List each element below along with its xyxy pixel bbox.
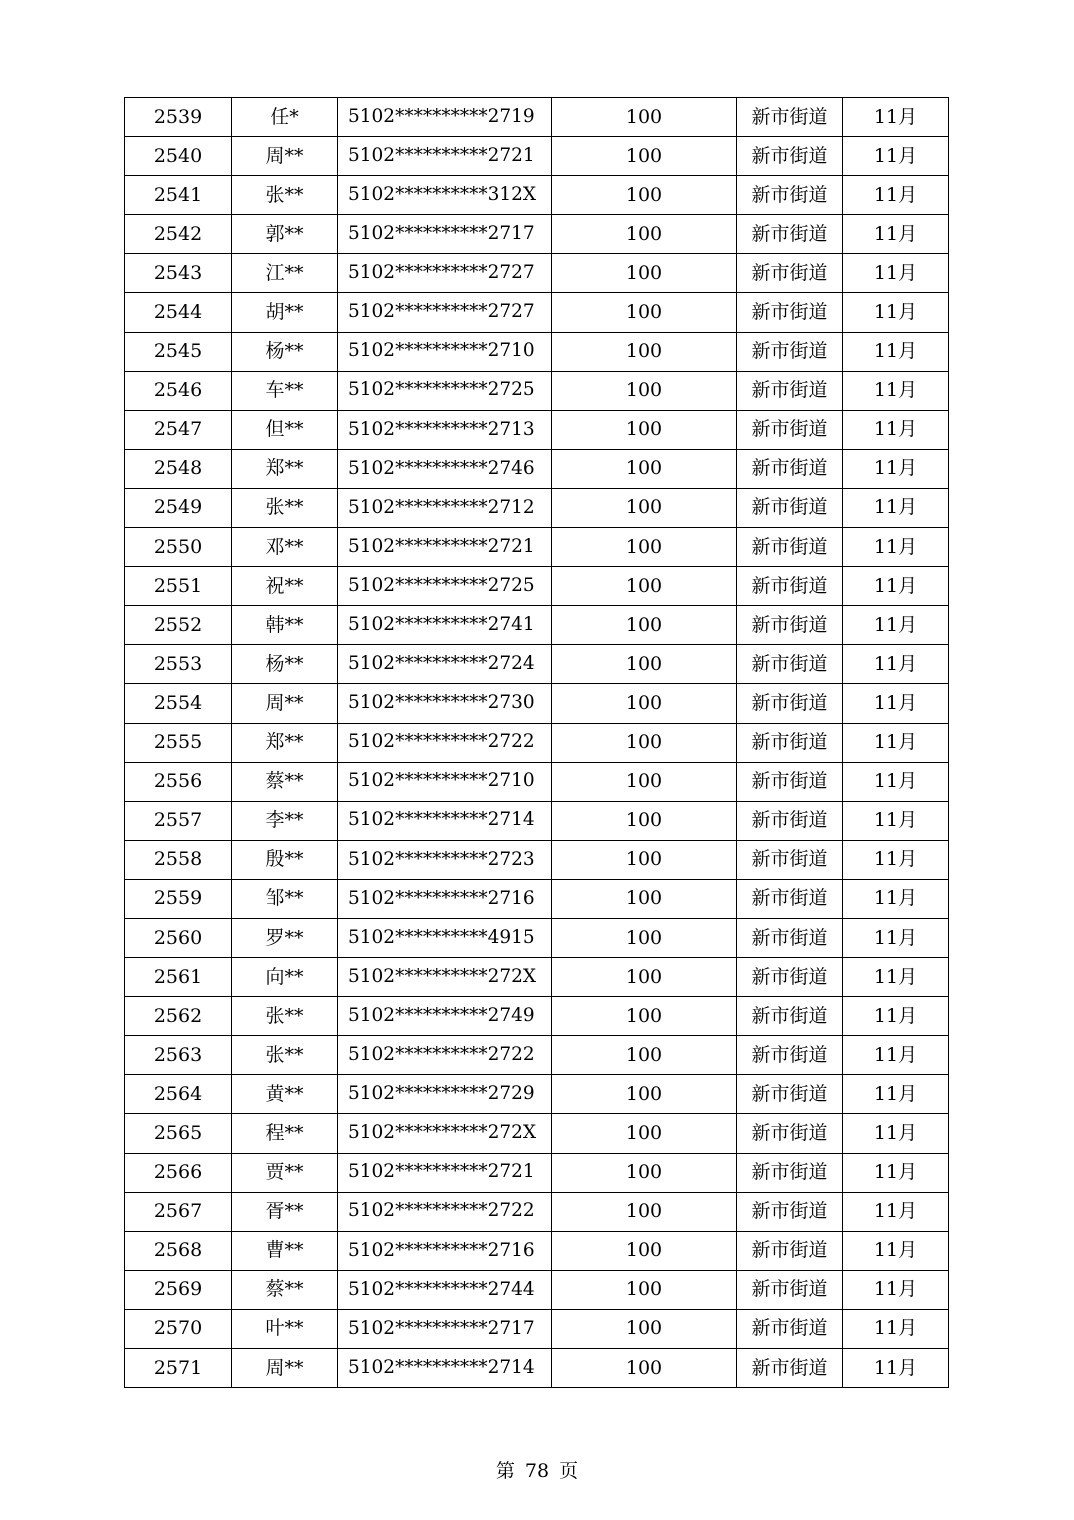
cell-name: 李** bbox=[232, 801, 338, 840]
cell-id-number: 5102**********2746 bbox=[338, 449, 552, 488]
cell-amount: 100 bbox=[552, 371, 737, 410]
table-row bbox=[125, 645, 949, 684]
table-row bbox=[125, 1075, 949, 1114]
cell-name: 周** bbox=[232, 684, 338, 723]
table-row bbox=[125, 332, 949, 371]
cell-month: 11月 bbox=[843, 567, 949, 606]
cell-serial-number: 2556 bbox=[125, 762, 232, 801]
cell-id-number: 5102**********272X bbox=[338, 1114, 552, 1153]
cell-street: 新市街道 bbox=[737, 215, 843, 254]
cell-id-number: 5102**********2719 bbox=[338, 98, 552, 137]
table-row bbox=[125, 606, 949, 645]
cell-amount: 100 bbox=[552, 215, 737, 254]
cell-name: 韩** bbox=[232, 606, 338, 645]
cell-amount: 100 bbox=[552, 645, 737, 684]
cell-amount: 100 bbox=[552, 449, 737, 488]
cell-serial-number: 2552 bbox=[125, 606, 232, 645]
cell-serial-number: 2566 bbox=[125, 1153, 232, 1192]
table-row bbox=[125, 1192, 949, 1231]
cell-street: 新市街道 bbox=[737, 723, 843, 762]
cell-serial-number: 2565 bbox=[125, 1114, 232, 1153]
cell-serial-number: 2553 bbox=[125, 645, 232, 684]
cell-name: 叶** bbox=[232, 1309, 338, 1348]
cell-name: 郭** bbox=[232, 215, 338, 254]
cell-street: 新市街道 bbox=[737, 1114, 843, 1153]
cell-serial-number: 2555 bbox=[125, 723, 232, 762]
cell-amount: 100 bbox=[552, 488, 737, 527]
cell-month: 11月 bbox=[843, 215, 949, 254]
cell-id-number: 5102**********2717 bbox=[338, 215, 552, 254]
cell-serial-number: 2540 bbox=[125, 137, 232, 176]
cell-id-number: 5102**********2714 bbox=[338, 801, 552, 840]
cell-month: 11月 bbox=[843, 332, 949, 371]
cell-name: 张** bbox=[232, 997, 338, 1036]
cell-id-number: 5102**********2744 bbox=[338, 1270, 552, 1309]
cell-street: 新市街道 bbox=[737, 98, 843, 137]
cell-amount: 100 bbox=[552, 1075, 737, 1114]
cell-serial-number: 2546 bbox=[125, 371, 232, 410]
cell-amount: 100 bbox=[552, 567, 737, 606]
cell-month: 11月 bbox=[843, 1036, 949, 1075]
cell-serial-number: 2543 bbox=[125, 254, 232, 293]
cell-amount: 100 bbox=[552, 293, 737, 332]
cell-street: 新市街道 bbox=[737, 1153, 843, 1192]
cell-month: 11月 bbox=[843, 176, 949, 215]
table-row bbox=[125, 293, 949, 332]
cell-id-number: 5102**********2712 bbox=[338, 488, 552, 527]
cell-street: 新市街道 bbox=[737, 176, 843, 215]
cell-amount: 100 bbox=[552, 1349, 737, 1388]
table-row bbox=[125, 176, 949, 215]
cell-street: 新市街道 bbox=[737, 449, 843, 488]
cell-serial-number: 2550 bbox=[125, 528, 232, 567]
cell-serial-number: 2549 bbox=[125, 488, 232, 527]
cell-name: 胥** bbox=[232, 1192, 338, 1231]
cell-month: 11月 bbox=[843, 606, 949, 645]
cell-serial-number: 2564 bbox=[125, 1075, 232, 1114]
cell-month: 11月 bbox=[843, 1231, 949, 1270]
cell-id-number: 5102**********272X bbox=[338, 958, 552, 997]
cell-serial-number: 2542 bbox=[125, 215, 232, 254]
cell-month: 11月 bbox=[843, 449, 949, 488]
cell-amount: 100 bbox=[552, 840, 737, 879]
table-row bbox=[125, 723, 949, 762]
cell-name: 郑** bbox=[232, 449, 338, 488]
cell-month: 11月 bbox=[843, 410, 949, 449]
cell-id-number: 5102**********2727 bbox=[338, 293, 552, 332]
table-row bbox=[125, 1349, 949, 1388]
cell-street: 新市街道 bbox=[737, 918, 843, 957]
cell-name: 邓** bbox=[232, 528, 338, 567]
cell-name: 张** bbox=[232, 1036, 338, 1075]
table-row bbox=[125, 918, 949, 957]
cell-amount: 100 bbox=[552, 879, 737, 918]
table-row bbox=[125, 879, 949, 918]
roster-table bbox=[124, 97, 949, 1388]
cell-month: 11月 bbox=[843, 293, 949, 332]
cell-amount: 100 bbox=[552, 1153, 737, 1192]
table-row bbox=[125, 254, 949, 293]
cell-name: 罗** bbox=[232, 918, 338, 957]
cell-serial-number: 2558 bbox=[125, 840, 232, 879]
cell-serial-number: 2539 bbox=[125, 98, 232, 137]
cell-serial-number: 2545 bbox=[125, 332, 232, 371]
cell-id-number: 5102**********2721 bbox=[338, 137, 552, 176]
cell-serial-number: 2570 bbox=[125, 1309, 232, 1348]
cell-amount: 100 bbox=[552, 1036, 737, 1075]
cell-month: 11月 bbox=[843, 254, 949, 293]
cell-id-number: 5102**********2729 bbox=[338, 1075, 552, 1114]
cell-street: 新市街道 bbox=[737, 879, 843, 918]
cell-name: 杨** bbox=[232, 645, 338, 684]
cell-month: 11月 bbox=[843, 1309, 949, 1348]
table-row bbox=[125, 762, 949, 801]
cell-id-number: 5102**********2722 bbox=[338, 723, 552, 762]
cell-name: 祝** bbox=[232, 567, 338, 606]
cell-name: 邹** bbox=[232, 879, 338, 918]
cell-street: 新市街道 bbox=[737, 762, 843, 801]
cell-street: 新市街道 bbox=[737, 801, 843, 840]
cell-serial-number: 2544 bbox=[125, 293, 232, 332]
cell-amount: 100 bbox=[552, 1231, 737, 1270]
cell-amount: 100 bbox=[552, 176, 737, 215]
cell-amount: 100 bbox=[552, 801, 737, 840]
cell-name: 杨** bbox=[232, 332, 338, 371]
cell-name: 胡** bbox=[232, 293, 338, 332]
cell-month: 11月 bbox=[843, 137, 949, 176]
cell-month: 11月 bbox=[843, 1075, 949, 1114]
table-row bbox=[125, 801, 949, 840]
table-row bbox=[125, 215, 949, 254]
cell-street: 新市街道 bbox=[737, 488, 843, 527]
table-row bbox=[125, 528, 949, 567]
cell-amount: 100 bbox=[552, 98, 737, 137]
cell-id-number: 5102**********2727 bbox=[338, 254, 552, 293]
cell-serial-number: 2547 bbox=[125, 410, 232, 449]
table-row bbox=[125, 1114, 949, 1153]
table-row bbox=[125, 1270, 949, 1309]
cell-id-number: 5102**********312X bbox=[338, 176, 552, 215]
table-row bbox=[125, 1036, 949, 1075]
cell-amount: 100 bbox=[552, 410, 737, 449]
cell-id-number: 5102**********4915 bbox=[338, 918, 552, 957]
cell-id-number: 5102**********2714 bbox=[338, 1349, 552, 1388]
cell-street: 新市街道 bbox=[737, 332, 843, 371]
cell-name: 但** bbox=[232, 410, 338, 449]
cell-street: 新市街道 bbox=[737, 410, 843, 449]
cell-id-number: 5102**********2723 bbox=[338, 840, 552, 879]
cell-name: 蔡** bbox=[232, 762, 338, 801]
cell-month: 11月 bbox=[843, 1270, 949, 1309]
cell-serial-number: 2571 bbox=[125, 1349, 232, 1388]
cell-name: 程** bbox=[232, 1114, 338, 1153]
cell-month: 11月 bbox=[843, 1114, 949, 1153]
cell-serial-number: 2560 bbox=[125, 918, 232, 957]
cell-name: 车** bbox=[232, 371, 338, 410]
table-row bbox=[125, 958, 949, 997]
cell-id-number: 5102**********2713 bbox=[338, 410, 552, 449]
cell-amount: 100 bbox=[552, 684, 737, 723]
table-row bbox=[125, 840, 949, 879]
cell-serial-number: 2568 bbox=[125, 1231, 232, 1270]
cell-amount: 100 bbox=[552, 137, 737, 176]
cell-month: 11月 bbox=[843, 371, 949, 410]
cell-serial-number: 2567 bbox=[125, 1192, 232, 1231]
cell-street: 新市街道 bbox=[737, 528, 843, 567]
cell-id-number: 5102**********2710 bbox=[338, 762, 552, 801]
cell-month: 11月 bbox=[843, 1153, 949, 1192]
cell-name: 贾** bbox=[232, 1153, 338, 1192]
cell-id-number: 5102**********2722 bbox=[338, 1036, 552, 1075]
cell-serial-number: 2559 bbox=[125, 879, 232, 918]
cell-street: 新市街道 bbox=[737, 1192, 843, 1231]
cell-street: 新市街道 bbox=[737, 606, 843, 645]
cell-street: 新市街道 bbox=[737, 997, 843, 1036]
cell-month: 11月 bbox=[843, 1349, 949, 1388]
cell-serial-number: 2562 bbox=[125, 997, 232, 1036]
table-row bbox=[125, 410, 949, 449]
cell-id-number: 5102**********2725 bbox=[338, 567, 552, 606]
cell-month: 11月 bbox=[843, 488, 949, 527]
cell-street: 新市街道 bbox=[737, 684, 843, 723]
cell-amount: 100 bbox=[552, 254, 737, 293]
cell-name: 黄** bbox=[232, 1075, 338, 1114]
cell-month: 11月 bbox=[843, 645, 949, 684]
cell-street: 新市街道 bbox=[737, 645, 843, 684]
cell-street: 新市街道 bbox=[737, 1231, 843, 1270]
table-row bbox=[125, 98, 949, 137]
cell-id-number: 5102**********2710 bbox=[338, 332, 552, 371]
cell-street: 新市街道 bbox=[737, 371, 843, 410]
cell-id-number: 5102**********2749 bbox=[338, 997, 552, 1036]
cell-name: 任* bbox=[232, 98, 338, 137]
cell-street: 新市街道 bbox=[737, 958, 843, 997]
cell-street: 新市街道 bbox=[737, 567, 843, 606]
cell-month: 11月 bbox=[843, 997, 949, 1036]
table-row bbox=[125, 449, 949, 488]
cell-serial-number: 2557 bbox=[125, 801, 232, 840]
cell-name: 殷** bbox=[232, 840, 338, 879]
cell-amount: 100 bbox=[552, 997, 737, 1036]
cell-street: 新市街道 bbox=[737, 254, 843, 293]
cell-amount: 100 bbox=[552, 1114, 737, 1153]
page-number: 第 78 页 bbox=[495, 1460, 579, 1482]
cell-serial-number: 2554 bbox=[125, 684, 232, 723]
cell-amount: 100 bbox=[552, 1270, 737, 1309]
cell-name: 周** bbox=[232, 137, 338, 176]
cell-serial-number: 2569 bbox=[125, 1270, 232, 1309]
table-row bbox=[125, 1153, 949, 1192]
cell-month: 11月 bbox=[843, 801, 949, 840]
cell-street: 新市街道 bbox=[737, 1309, 843, 1348]
cell-amount: 100 bbox=[552, 332, 737, 371]
cell-id-number: 5102**********2721 bbox=[338, 528, 552, 567]
cell-street: 新市街道 bbox=[737, 1036, 843, 1075]
cell-name: 张** bbox=[232, 488, 338, 527]
cell-serial-number: 2541 bbox=[125, 176, 232, 215]
cell-serial-number: 2548 bbox=[125, 449, 232, 488]
cell-id-number: 5102**********2725 bbox=[338, 371, 552, 410]
cell-amount: 100 bbox=[552, 762, 737, 801]
cell-street: 新市街道 bbox=[737, 1075, 843, 1114]
cell-id-number: 5102**********2722 bbox=[338, 1192, 552, 1231]
table-row bbox=[125, 371, 949, 410]
cell-month: 11月 bbox=[843, 98, 949, 137]
cell-month: 11月 bbox=[843, 684, 949, 723]
cell-name: 江** bbox=[232, 254, 338, 293]
cell-name: 周** bbox=[232, 1349, 338, 1388]
cell-month: 11月 bbox=[843, 1192, 949, 1231]
cell-amount: 100 bbox=[552, 528, 737, 567]
table-row bbox=[125, 1309, 949, 1348]
table-row bbox=[125, 137, 949, 176]
cell-name: 郑** bbox=[232, 723, 338, 762]
cell-street: 新市街道 bbox=[737, 1270, 843, 1309]
cell-month: 11月 bbox=[843, 918, 949, 957]
cell-id-number: 5102**********2717 bbox=[338, 1309, 552, 1348]
table-row bbox=[125, 997, 949, 1036]
cell-id-number: 5102**********2716 bbox=[338, 879, 552, 918]
cell-month: 11月 bbox=[843, 723, 949, 762]
cell-month: 11月 bbox=[843, 879, 949, 918]
cell-serial-number: 2551 bbox=[125, 567, 232, 606]
cell-amount: 100 bbox=[552, 918, 737, 957]
roster-table-body bbox=[125, 98, 949, 1388]
cell-amount: 100 bbox=[552, 606, 737, 645]
cell-id-number: 5102**********2724 bbox=[338, 645, 552, 684]
cell-street: 新市街道 bbox=[737, 840, 843, 879]
table-row bbox=[125, 488, 949, 527]
cell-month: 11月 bbox=[843, 958, 949, 997]
table-row bbox=[125, 1231, 949, 1270]
cell-name: 向** bbox=[232, 958, 338, 997]
cell-month: 11月 bbox=[843, 528, 949, 567]
cell-id-number: 5102**********2716 bbox=[338, 1231, 552, 1270]
cell-amount: 100 bbox=[552, 958, 737, 997]
cell-street: 新市街道 bbox=[737, 1349, 843, 1388]
cell-name: 蔡** bbox=[232, 1270, 338, 1309]
cell-amount: 100 bbox=[552, 723, 737, 762]
cell-street: 新市街道 bbox=[737, 293, 843, 332]
cell-id-number: 5102**********2741 bbox=[338, 606, 552, 645]
cell-month: 11月 bbox=[843, 840, 949, 879]
cell-amount: 100 bbox=[552, 1309, 737, 1348]
cell-id-number: 5102**********2721 bbox=[338, 1153, 552, 1192]
cell-street: 新市街道 bbox=[737, 137, 843, 176]
cell-amount: 100 bbox=[552, 1192, 737, 1231]
cell-name: 张** bbox=[232, 176, 338, 215]
cell-serial-number: 2561 bbox=[125, 958, 232, 997]
cell-serial-number: 2563 bbox=[125, 1036, 232, 1075]
cell-name: 曹** bbox=[232, 1231, 338, 1270]
table-row bbox=[125, 684, 949, 723]
table-row bbox=[125, 567, 949, 606]
cell-month: 11月 bbox=[843, 762, 949, 801]
cell-id-number: 5102**********2730 bbox=[338, 684, 552, 723]
